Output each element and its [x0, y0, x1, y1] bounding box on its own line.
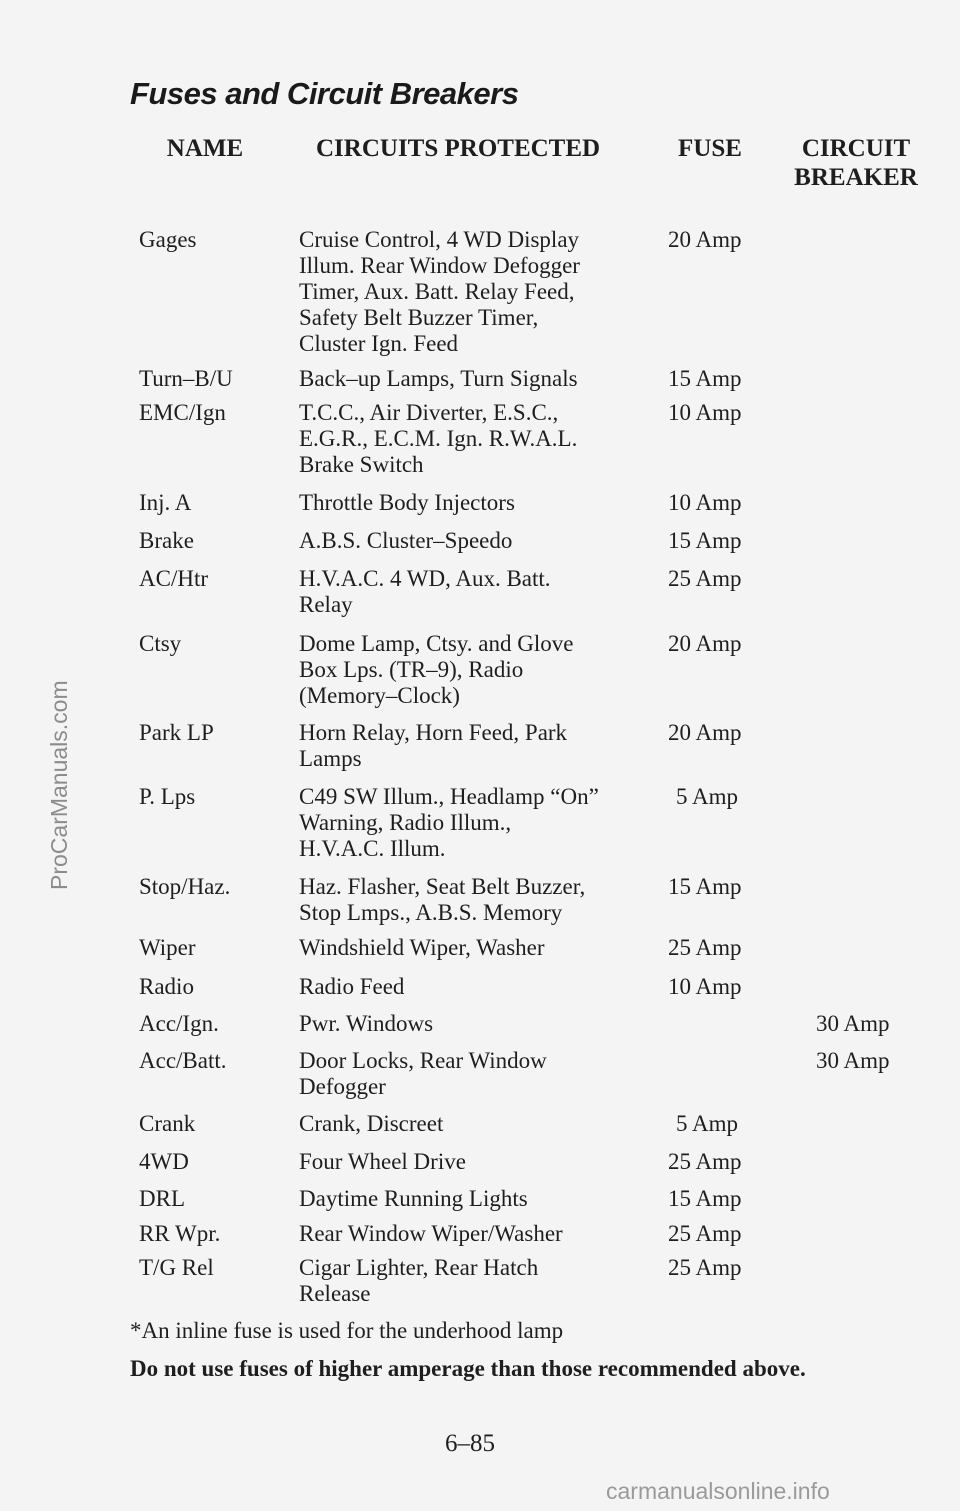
circuit-line: Defogger — [299, 1074, 386, 1099]
circuit-line: Release — [299, 1281, 371, 1306]
circuits-protected — [299, 1186, 644, 1212]
fuse-name: 4WD — [139, 1149, 189, 1174]
fuse-name: Acc/Batt. — [139, 1048, 227, 1073]
circuit-line: A.B.S. Cluster–Speedo — [299, 528, 513, 553]
fuse-rating: 10 Amp — [668, 490, 742, 515]
fuse-name: Acc/Ign. — [139, 1011, 219, 1036]
page-title: Fuses and Circuit Breakers — [130, 76, 519, 111]
fuse-rating: 25 Amp — [668, 935, 742, 960]
circuit-line: Windshield Wiper, Washer — [299, 935, 545, 960]
circuits-protected — [299, 631, 644, 709]
fuse-name: P. Lps — [139, 784, 196, 809]
header-fuse: FUSE — [678, 135, 742, 162]
circuit-line: Box Lps. (TR–9), Radio — [299, 657, 524, 682]
circuit-line: H.V.A.C. Illum. — [299, 836, 446, 861]
fuse-rating: 15 Amp — [668, 528, 742, 553]
fuse-rating: 25 Amp — [668, 566, 742, 591]
circuit-line: Daytime Running Lights — [299, 1186, 528, 1211]
fuse-rating: 10 Amp — [668, 400, 742, 425]
circuit-line: Horn Relay, Horn Feed, Park — [299, 720, 568, 745]
fuse-rating: 25 Amp — [668, 1221, 742, 1246]
page-number: 6–85 — [445, 1430, 495, 1457]
fuse-rating: 15 Amp — [668, 1186, 742, 1211]
fuse-rating: 25 Amp — [668, 1149, 742, 1174]
circuits-protected — [299, 490, 644, 516]
header-circuit-breaker — [786, 134, 926, 192]
fuse-rating: 20 Amp — [668, 227, 742, 252]
circuit-line: Stop Lmps., A.B.S. Memory — [299, 900, 563, 925]
circuits-protected — [299, 974, 644, 1000]
circuit-line: Back–up Lamps, Turn Signals — [299, 366, 578, 391]
watermark-side: ProCarManuals.com — [46, 680, 72, 890]
circuit-line: Warning, Radio Illum., — [299, 810, 512, 835]
circuits-protected — [299, 1048, 644, 1100]
fuse-name: Gages — [139, 227, 197, 252]
circuit-line: Lamps — [299, 746, 362, 771]
breaker-rating: 30 Amp — [816, 1048, 890, 1073]
breaker-rating: 30 Amp — [816, 1011, 890, 1036]
circuit-line: Timer, Aux. Batt. Relay Feed, — [299, 279, 575, 304]
fuse-rating: 15 Amp — [668, 874, 742, 899]
circuits-protected — [299, 784, 644, 862]
circuits-protected — [299, 874, 644, 926]
fuse-name: Stop/Haz. — [139, 874, 231, 899]
footnote: *An inline fuse is used for the underhood lamp — [130, 1318, 564, 1343]
circuit-line: Relay — [299, 592, 353, 617]
circuit-line: Brake Switch — [299, 452, 424, 477]
circuit-line: Haz. Flasher, Seat Belt Buzzer, — [299, 874, 586, 899]
circuits-protected — [299, 935, 644, 961]
fuse-name: Wiper — [139, 935, 196, 960]
fuse-name: AC/Htr — [139, 566, 208, 591]
circuit-line: C49 SW Illum., Headlamp “On” — [299, 784, 599, 809]
circuits-protected — [299, 1221, 644, 1247]
amperage-warning: Do not use fuses of higher amperage than those recommended above. — [130, 1356, 806, 1381]
circuits-protected — [299, 1111, 644, 1137]
header-circuits-protected: CIRCUITS PROTECTED — [316, 135, 601, 162]
fuse-rating: 5 Amp — [676, 784, 738, 809]
circuits-protected — [299, 227, 644, 357]
fuse-name: Turn–B/U — [139, 366, 233, 391]
fuse-name: RR Wpr. — [139, 1221, 221, 1246]
circuit-line: Safety Belt Buzzer Timer, — [299, 305, 539, 330]
circuit-line: (Memory–Clock) — [299, 683, 460, 708]
circuits-protected — [299, 1255, 644, 1307]
header-circuit-breaker-line2: BREAKER — [794, 164, 918, 191]
fuse-name: Crank — [139, 1111, 196, 1136]
fuse-rating: 15 Amp — [668, 366, 742, 391]
fuse-name: DRL — [139, 1186, 185, 1211]
circuits-protected — [299, 366, 644, 392]
circuit-line: Dome Lamp, Ctsy. and Glove — [299, 631, 574, 656]
fuse-rating: 20 Amp — [668, 720, 742, 745]
circuits-protected — [299, 720, 644, 772]
circuit-line: T.C.C., Air Diverter, E.S.C., — [299, 400, 559, 425]
fuse-name: Brake — [139, 528, 194, 553]
fuse-rating: 10 Amp — [668, 974, 742, 999]
circuit-line: Crank, Discreet — [299, 1111, 444, 1136]
circuits-protected — [299, 566, 644, 618]
fuse-name: Radio — [139, 974, 194, 999]
fuse-name: Ctsy — [139, 631, 182, 656]
circuit-line: H.V.A.C. 4 WD, Aux. Batt. — [299, 566, 551, 591]
header-circuit-breaker-line1: CIRCUIT — [801, 135, 911, 162]
circuits-protected — [299, 1149, 644, 1175]
circuit-line: Four Wheel Drive — [299, 1149, 466, 1174]
fuse-name: T/G Rel — [139, 1255, 214, 1280]
fuse-rating: 20 Amp — [668, 631, 742, 656]
header-name: NAME — [166, 135, 244, 162]
circuits-protected — [299, 1011, 644, 1037]
circuit-line: Pwr. Windows — [299, 1011, 434, 1036]
fuse-rating: 25 Amp — [668, 1255, 742, 1280]
fuse-name: Park LP — [139, 720, 214, 745]
watermark-bottom: carmanualsonline.info — [606, 1478, 830, 1504]
circuit-line: E.G.R., E.C.M. Ign. R.W.A.L. — [299, 426, 578, 451]
circuit-line: Door Locks, Rear Window — [299, 1048, 547, 1073]
circuit-line: Cigar Lighter, Rear Hatch — [299, 1255, 539, 1280]
circuits-protected — [299, 400, 644, 478]
circuit-line: Rear Window Wiper/Washer — [299, 1221, 563, 1246]
fuse-name: EMC/Ign — [139, 400, 226, 425]
fuse-rating: 5 Amp — [676, 1111, 738, 1136]
circuit-line: Cluster Ign. Feed — [299, 331, 459, 356]
circuit-line: Cruise Control, 4 WD Display — [299, 227, 580, 252]
fuse-name: Inj. A — [139, 490, 192, 515]
circuit-line: Illum. Rear Window Defogger — [299, 253, 580, 278]
circuit-line: Radio Feed — [299, 974, 405, 999]
circuits-protected — [299, 528, 644, 554]
circuit-line: Throttle Body Injectors — [299, 490, 515, 515]
